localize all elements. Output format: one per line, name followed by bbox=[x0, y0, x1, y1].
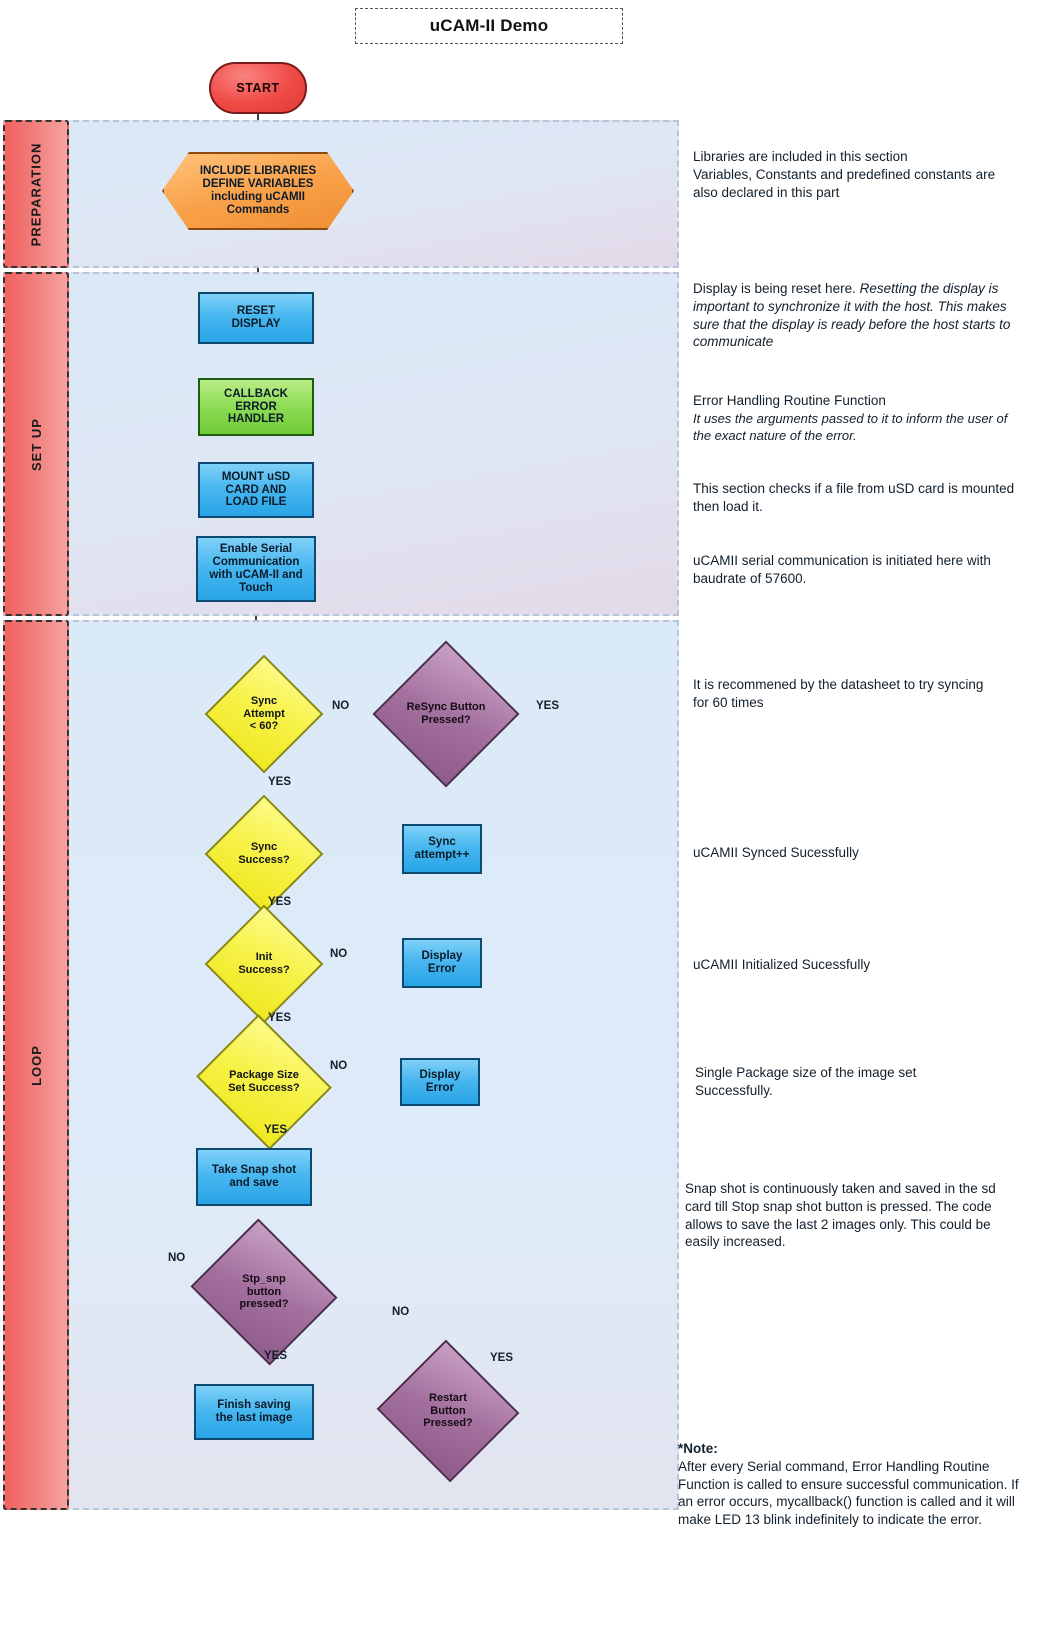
edge-label-package-yes: YES bbox=[264, 1124, 288, 1136]
node-restart-button-check bbox=[396, 1362, 500, 1460]
annotation-synced: uCAMII Synced Sucessfully bbox=[693, 845, 859, 860]
edge-label-stopsnap-no-left: NO bbox=[168, 1252, 186, 1264]
node-include-libraries-label: INCLUDE LIBRARIES DEFINE VARIABLES including uCAMII Commands bbox=[199, 165, 317, 216]
edge-label-restart-yes: YES bbox=[490, 1352, 514, 1364]
edge-label-resync-yes: YES bbox=[536, 700, 560, 712]
node-mount-usd bbox=[198, 462, 314, 518]
node-mount-usd-label: MOUNT uSD CARD AND LOAD FILE bbox=[221, 470, 291, 509]
node-package-size-check bbox=[212, 1038, 316, 1126]
section-label-setup bbox=[3, 272, 69, 616]
node-sync-success-check bbox=[222, 812, 306, 896]
annotation-snapshot: Snap shot is continuously taken and saved in the sd card till Stop snap shot button is pressed. The code allows to save the last 2 images only. This could be easily increased. bbox=[685, 1181, 996, 1250]
node-take-snapshot-label: Take Snap shot and save bbox=[211, 1164, 297, 1189]
annotation-preparation: Libraries are included in this section Variables, Constants and predefined constants are also declared in this part bbox=[693, 149, 996, 200]
node-enable-serial-label: Enable Serial Communication with uCAM-II and Touch bbox=[209, 543, 303, 594]
edge-label-init-no: NO bbox=[330, 948, 348, 960]
node-display-error-2-label: Display Error bbox=[419, 1069, 461, 1094]
page-title: uCAM-II Demo bbox=[355, 8, 623, 44]
annotation-reset-plain: Display is being reset here. bbox=[693, 281, 860, 296]
node-sync-attempt-check-label: Sync Attempt < 60? bbox=[243, 695, 285, 733]
edge-label-sync60-yes: YES bbox=[268, 776, 292, 788]
annotation-note-body: After every Serial command, Error Handling Routine Function is called to ensure successful communication. If an error occurs, mycallback() function is called and it will make LED 13 blink indefinitely to indicate the error. bbox=[678, 1458, 1019, 1528]
edge-label-package-no: NO bbox=[330, 1060, 348, 1072]
node-resync-button-check-label: ReSync Button Pressed? bbox=[406, 701, 486, 726]
annotation-serial: uCAMII serial communication is initiated here with baudrate of 57600. bbox=[693, 553, 991, 586]
node-finish-saving bbox=[194, 1384, 314, 1440]
annotation-callback bbox=[693, 392, 1023, 444]
node-sync-attempt-check bbox=[222, 672, 306, 756]
edge-label-stopsnap-no-right: NO bbox=[392, 1306, 410, 1318]
section-setup bbox=[3, 272, 679, 616]
annotation-note bbox=[678, 1440, 1026, 1529]
node-start bbox=[209, 62, 307, 114]
annotation-callback-plain: Error Handling Routine Function bbox=[693, 393, 886, 408]
node-take-snapshot bbox=[196, 1148, 312, 1206]
node-sync-attempt-increment bbox=[402, 824, 482, 874]
annotation-note-label: *Note: bbox=[678, 1441, 718, 1456]
edge-label-stopsnap-yes: YES bbox=[264, 1350, 288, 1362]
annotation-initialized: uCAMII Initialized Sucessfully bbox=[693, 957, 871, 972]
section-label-loop bbox=[3, 620, 69, 1510]
node-resync-button-check bbox=[394, 662, 498, 766]
annotation-sync60: It is recommened by the datasheet to try syncing for 60 times bbox=[693, 677, 984, 710]
section-label-text: SET UP bbox=[28, 417, 44, 471]
edge-label-sync60-no: NO bbox=[332, 700, 350, 712]
node-display-error-2 bbox=[400, 1058, 480, 1106]
node-start-label: START bbox=[236, 81, 280, 95]
node-restart-button-check-label: Restart Button Pressed? bbox=[423, 1392, 473, 1430]
node-include-libraries bbox=[162, 152, 354, 230]
edge-label-init-yes: YES bbox=[268, 1012, 292, 1024]
node-package-size-check-label: Package Size Set Success? bbox=[228, 1069, 300, 1094]
node-init-success-check-label: Init Success? bbox=[238, 951, 290, 976]
node-callback-error-handler-label: CALLBACK ERROR HANDLER bbox=[224, 387, 288, 426]
node-enable-serial bbox=[196, 536, 316, 602]
section-label-text: PREPARATION bbox=[28, 142, 44, 246]
node-init-success-check bbox=[222, 922, 306, 1006]
node-stop-snap-check-label: Stp_snp button pressed? bbox=[239, 1273, 289, 1311]
annotation-mount: This section checks if a file from uSD card is mounted then load it. bbox=[693, 481, 1015, 514]
node-sync-attempt-increment-label: Sync attempt++ bbox=[414, 836, 470, 861]
node-finish-saving-label: Finish saving the last image bbox=[215, 1399, 293, 1424]
annotation-reset-display bbox=[693, 280, 1023, 351]
node-sync-success-check-label: Sync Success? bbox=[238, 841, 290, 866]
edge-label-syncsuccess-yes: YES bbox=[268, 896, 292, 908]
section-label-preparation bbox=[3, 120, 69, 268]
annotation-reset-italic: Resetting the display is important to synchronize it with the host. This makes sure that the display is ready before the host starts to communicate bbox=[693, 281, 1011, 350]
node-display-error-1-label: Display Error bbox=[421, 950, 463, 975]
node-reset-display-label: RESET DISPLAY bbox=[231, 305, 281, 330]
node-reset-display bbox=[198, 292, 314, 344]
annotation-package: Single Package size of the image set Successfully. bbox=[695, 1065, 917, 1098]
section-label-text: LOOP bbox=[28, 1044, 44, 1086]
node-display-error-1 bbox=[402, 938, 482, 988]
annotation-callback-italic: It uses the arguments passed to it to inform the user of the exact nature of the error. bbox=[693, 410, 1008, 443]
node-callback-error-handler bbox=[198, 378, 314, 436]
node-stop-snap-check bbox=[208, 1244, 320, 1340]
